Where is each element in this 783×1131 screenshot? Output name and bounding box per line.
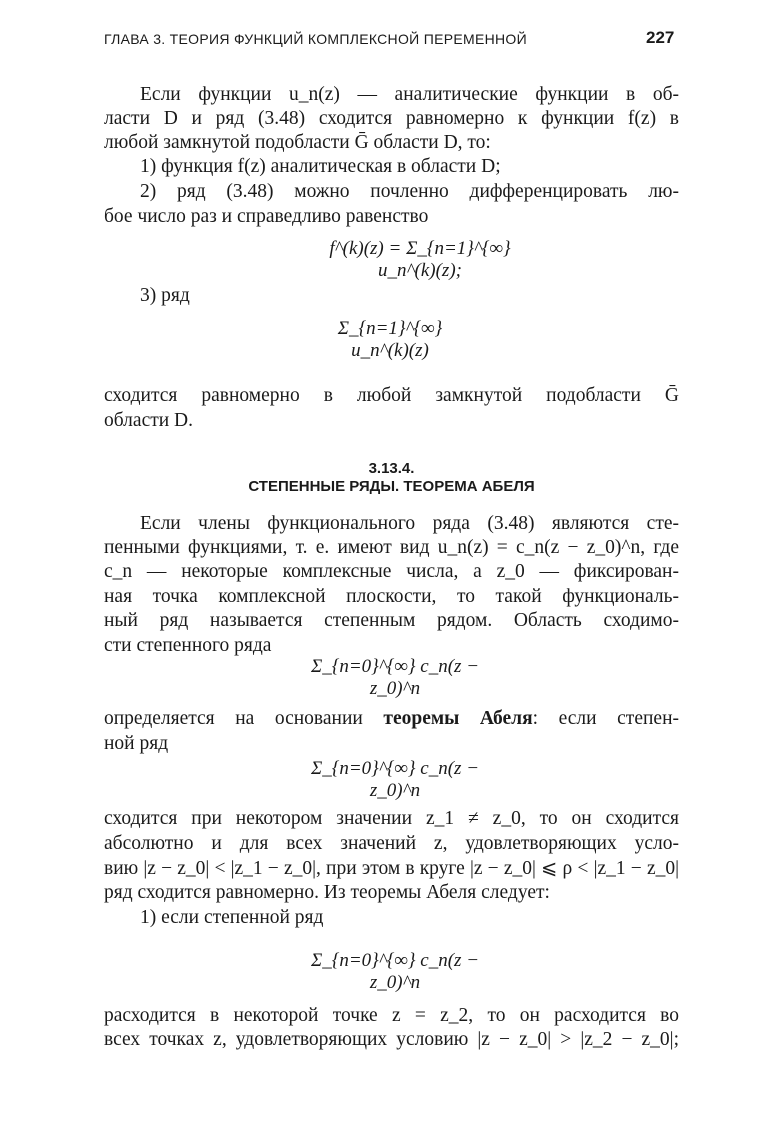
abel-theorem-term: теоремы Абеля <box>383 708 533 729</box>
power-series-formula-1: Σ_{n=0}^{∞} c_n(z − z_0)^n <box>310 656 480 699</box>
conv-line-4: ряд сходится равномерно. Из теоремы Абеля следует: <box>104 882 550 903</box>
div-line-1: расходится в некоторой точке z = z_2, то он расходится во <box>104 1005 679 1026</box>
intro-line-3: любой замкнутой подобласти Ḡ области D, то: <box>104 132 491 153</box>
after-line-1: сходится равномерно в любой замкнутой подобласти Ḡ <box>104 385 679 406</box>
item-3-label: 3) ряд <box>140 285 190 306</box>
power-line-6: сти степенного ряда <box>104 635 272 656</box>
intro-line-2: ласти D и ряд (3.48) сходится равномерно к функции f(z) в <box>104 108 679 129</box>
after-line-2: области D. <box>104 410 194 431</box>
power-line-3: c_n — некоторые комплексные числа, а z_0 — фиксирован- <box>104 561 679 582</box>
power-series-formula-2: Σ_{n=0}^{∞} c_n(z − z_0)^n <box>310 758 480 801</box>
section-title: СТЕПЕННЫЕ РЯДЫ. ТЕОРЕМА АБЕЛЯ <box>248 478 535 495</box>
formula-series-of-derivatives: Σ_{n=1}^{∞} u_n^(k)(z) <box>337 318 443 361</box>
intro-line-6: бое число раз и справедливо равенство <box>104 206 429 227</box>
page-number: 227 <box>646 28 675 47</box>
formula-derivative-series: f^(k)(z) = Σ_{n=1}^{∞} u_n^(k)(z); <box>329 238 511 281</box>
conv-line-1: сходится при некотором значении z_1 ≠ z_0, то он сходится <box>104 808 679 829</box>
div-line-2: всех точках z, удовлетворяющих условию |z − z_0| > |z_2 − z_0|; <box>104 1029 679 1050</box>
intro-line-5: 2) ряд (3.48) можно почленно дифференцировать лю- <box>140 181 679 202</box>
power-line-4: ная точка комплексной плоскости, то такой функциональ- <box>104 586 679 607</box>
running-title: ГЛАВА 3. ТЕОРИЯ ФУНКЦИЙ КОМПЛЕКСНОЙ ПЕРЕМЕННОЙ <box>104 31 527 47</box>
power-series-formula-3: Σ_{n=0}^{∞} c_n(z − z_0)^n <box>310 950 480 993</box>
intro-line-4: 1) функция f(z) аналитическая в области D; <box>140 156 501 177</box>
conv-line-2: абсолютно и для всех значений z, удовлетворяющих усло- <box>104 833 679 854</box>
section-number: 3.13.4. <box>368 460 415 477</box>
power-line-5: ный ряд называется степенным рядом. Область сходимо- <box>104 610 679 631</box>
intro-line-1: Если функции u_n(z) — аналитические функции в об- <box>140 84 679 105</box>
power-line-1: Если члены функционального ряда (3.48) являются сте- <box>140 513 679 534</box>
abel-line-1: определяется на основании теоремы Абеля: если степен- <box>104 708 680 729</box>
conv-line-3: вию |z − z_0| < |z_1 − z_0|, при этом в круге |z − z_0| ⩽ ρ < |z_1 − z_0| <box>104 858 679 879</box>
power-line-2: пенными функциями, т. е. имеют вид u_n(z) = c_n(z − z_0)^n, где <box>104 537 679 558</box>
conv-line-5: 1) если степенной ряд <box>140 907 324 928</box>
abel-line-2: ной ряд <box>104 733 169 754</box>
